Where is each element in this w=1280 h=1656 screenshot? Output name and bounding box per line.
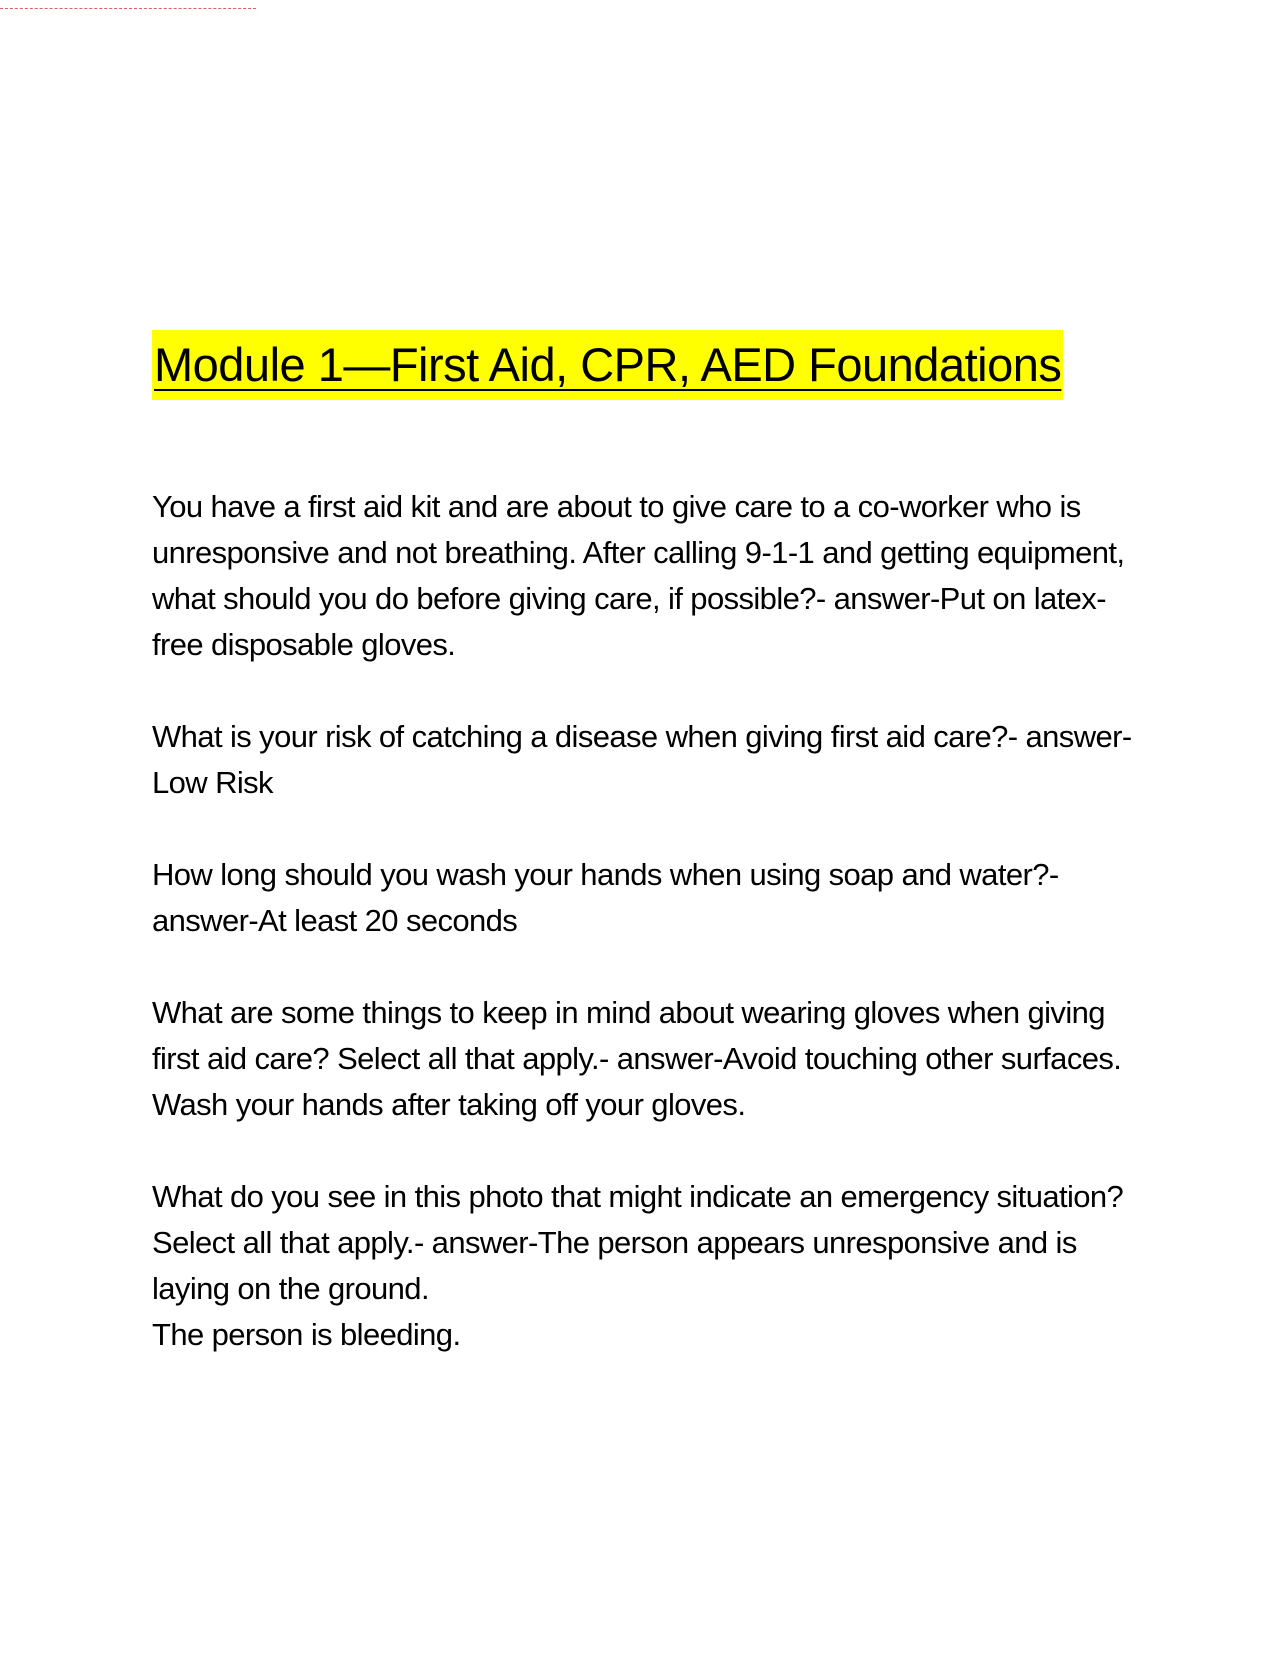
document-title: Module 1—First Aid, CPR, AED Foundations <box>152 330 1063 400</box>
qa-item-4 <box>152 990 1137 1128</box>
qa-text: What do you see in this photo that might indicate an emergency situation? Select all that apply.- answer-The person appears unresponsive and is laying on the ground. <box>152 1179 1124 1306</box>
qa-text: What is your risk of catching a disease when giving first aid care?- answer-Low Risk <box>152 719 1132 800</box>
qa-item-5 <box>152 1174 1137 1358</box>
qa-item-3 <box>152 852 1137 944</box>
qa-text: You have a first aid kit and are about to give care to a co-worker who is unresponsive and not breathing. After calling 9-1-1 and getting equipment, what should you do before giving care, if possible?- answer-Put on latex-free disposable gloves. <box>152 489 1125 662</box>
document-page <box>152 330 1137 1404</box>
qa-item-1 <box>152 484 1137 668</box>
qa-item-2 <box>152 714 1137 806</box>
qa-text: How long should you wash your hands when using soap and water?- answer-At least 20 seconds <box>152 857 1059 938</box>
qa-text: What are some things to keep in mind about wearing gloves when giving first aid care? Select all that apply.- answer-Avoid touching other surfaces. <box>152 995 1122 1076</box>
qa-list <box>152 484 1137 1358</box>
qa-text: Wash your hands after taking off your gloves. <box>152 1087 746 1122</box>
qa-text: The person is bleeding. <box>152 1317 461 1352</box>
top-dashed-rule <box>0 8 256 9</box>
